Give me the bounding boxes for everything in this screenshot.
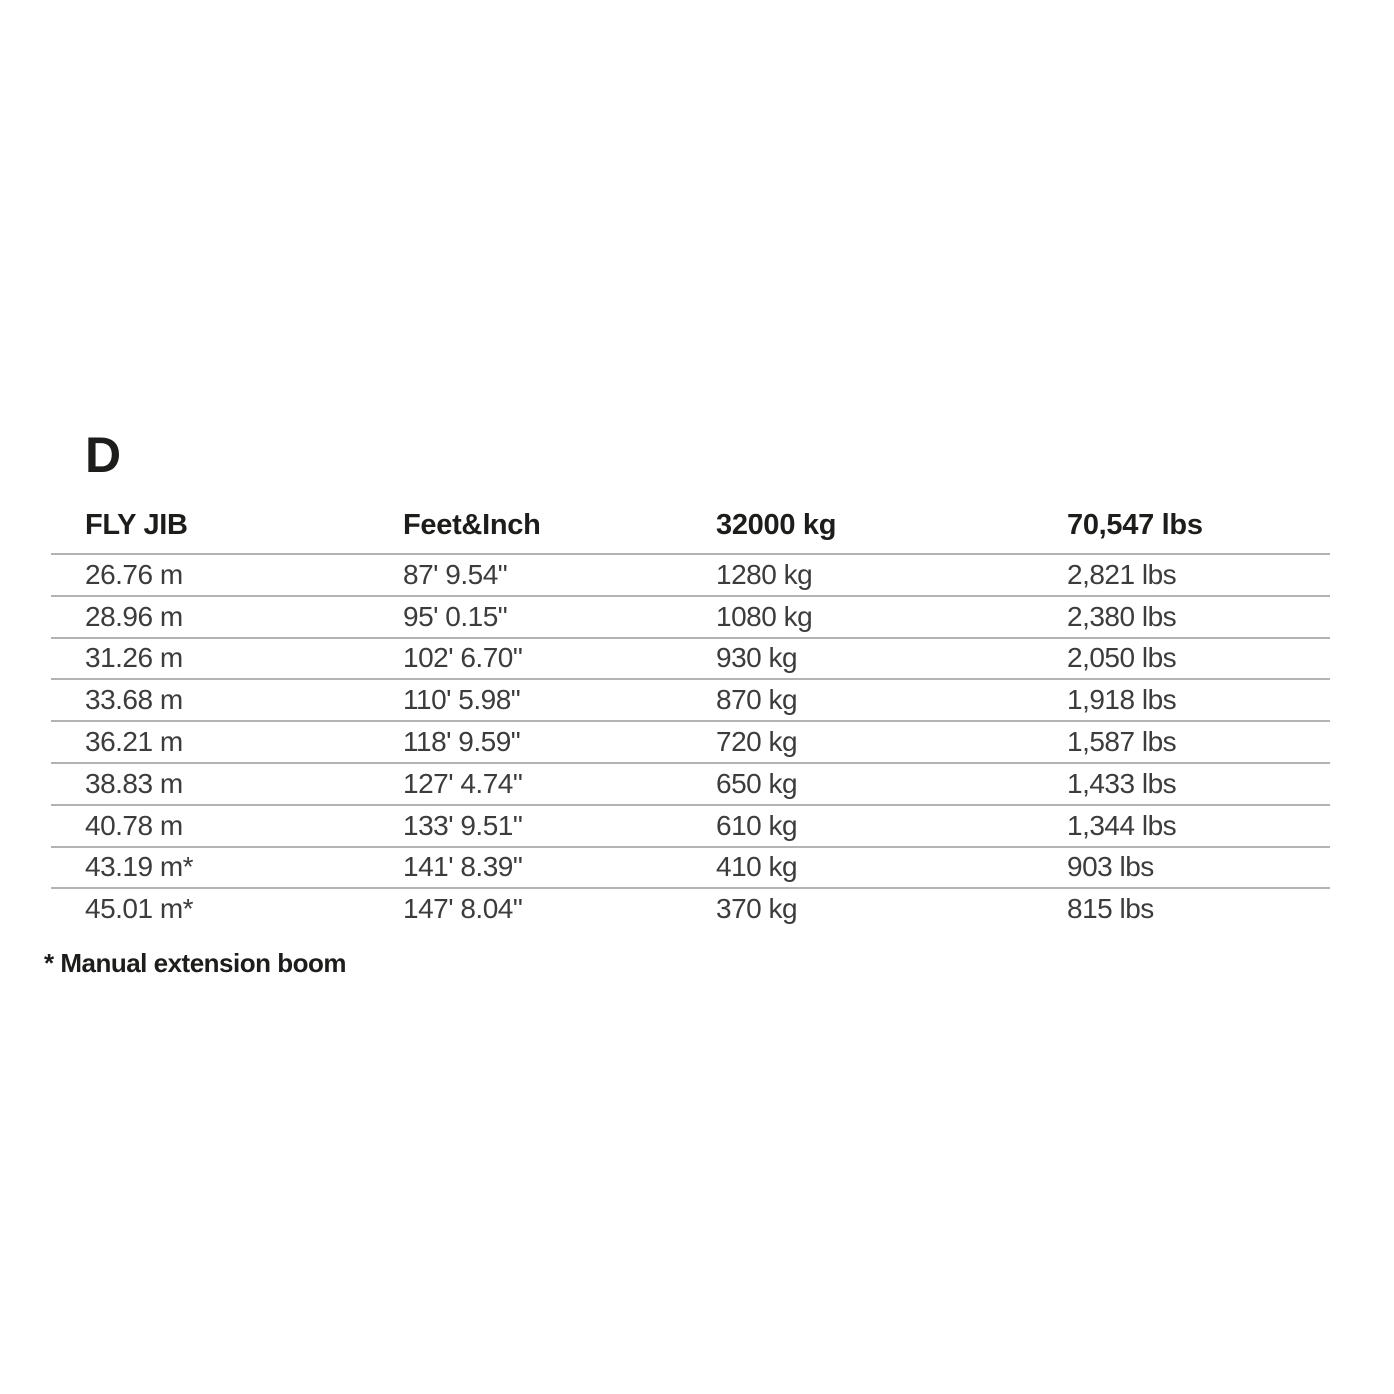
cell-capacity-kg: 370 kg bbox=[716, 893, 798, 925]
column-header-lbs: 70,547 lbs bbox=[1067, 509, 1203, 541]
cell-capacity-lbs: 903 lbs bbox=[1067, 851, 1154, 883]
column-header-kg: 32000 kg bbox=[716, 509, 837, 541]
manual-extension-footnote: * Manual extension boom bbox=[44, 948, 346, 978]
cell-capacity-lbs: 1,433 lbs bbox=[1067, 767, 1177, 799]
table-header-row bbox=[51, 498, 1330, 553]
cell-length-ft: 110' 5.98" bbox=[403, 684, 521, 716]
table-row bbox=[51, 846, 1330, 888]
cell-capacity-lbs: 1,587 lbs bbox=[1067, 726, 1177, 758]
cell-capacity-kg: 1080 kg bbox=[716, 600, 813, 632]
column-header-feet-inch: Feet&Inch bbox=[403, 509, 541, 541]
cell-length-ft: 133' 9.51" bbox=[403, 809, 523, 841]
cell-capacity-lbs: 815 lbs bbox=[1067, 893, 1154, 925]
table-row bbox=[51, 678, 1330, 720]
cell-capacity-kg: 650 kg bbox=[716, 767, 798, 799]
cell-capacity-kg: 930 kg bbox=[716, 642, 798, 674]
section-label: D bbox=[85, 427, 122, 483]
cell-length-m: 43.19 m* bbox=[85, 851, 194, 883]
column-header-fly-jib: FLY JIB bbox=[85, 509, 188, 541]
cell-length-m: 31.26 m bbox=[85, 642, 183, 674]
table-row bbox=[51, 804, 1330, 846]
cell-capacity-kg: 720 kg bbox=[716, 726, 798, 758]
cell-length-m: 33.68 m bbox=[85, 684, 183, 716]
cell-length-ft: 141' 8.39" bbox=[403, 851, 523, 883]
cell-capacity-lbs: 1,344 lbs bbox=[1067, 809, 1177, 841]
cell-length-m: 38.83 m bbox=[85, 767, 183, 799]
table-row bbox=[51, 595, 1330, 637]
cell-capacity-kg: 870 kg bbox=[716, 684, 798, 716]
cell-capacity-lbs: 2,380 lbs bbox=[1067, 600, 1177, 632]
cell-capacity-kg: 1280 kg bbox=[716, 558, 813, 590]
cell-length-ft: 95' 0.15" bbox=[403, 600, 508, 632]
cell-length-m: 26.76 m bbox=[85, 558, 183, 590]
cell-length-m: 36.21 m bbox=[85, 726, 183, 758]
cell-capacity-kg: 410 kg bbox=[716, 851, 798, 883]
cell-capacity-lbs: 1,918 lbs bbox=[1067, 684, 1177, 716]
cell-length-ft: 147' 8.04" bbox=[403, 893, 523, 925]
table-row bbox=[51, 762, 1330, 804]
cell-length-ft: 87' 9.54" bbox=[403, 558, 508, 590]
table-row bbox=[51, 887, 1330, 929]
table-row bbox=[51, 553, 1330, 595]
cell-length-m: 45.01 m* bbox=[85, 893, 194, 925]
cell-length-ft: 127' 4.74" bbox=[403, 767, 523, 799]
cell-length-ft: 102' 6.70" bbox=[403, 642, 523, 674]
cell-length-m: 40.78 m bbox=[85, 809, 183, 841]
fly-jib-load-table bbox=[51, 498, 1330, 929]
table-row bbox=[51, 637, 1330, 679]
cell-length-m: 28.96 m bbox=[85, 600, 183, 632]
table-row bbox=[51, 720, 1330, 762]
cell-capacity-kg: 610 kg bbox=[716, 809, 798, 841]
cell-length-ft: 118' 9.59" bbox=[403, 726, 521, 758]
cell-capacity-lbs: 2,821 lbs bbox=[1067, 558, 1177, 590]
cell-capacity-lbs: 2,050 lbs bbox=[1067, 642, 1177, 674]
